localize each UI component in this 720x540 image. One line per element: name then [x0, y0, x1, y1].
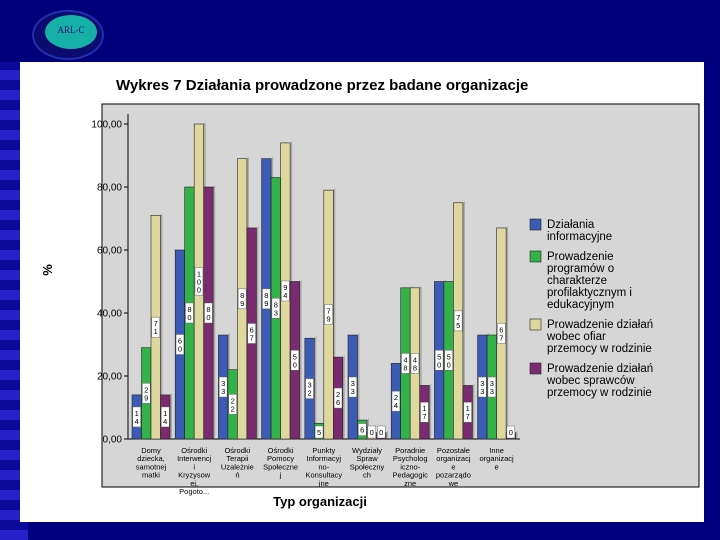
data-label: 8 9 — [240, 290, 245, 308]
data-label: 0 — [508, 428, 513, 437]
legend-swatch — [530, 363, 541, 374]
x-category-label: Wydziały Spraw Społeczny ch — [349, 446, 385, 480]
x-category-label: Poradnie Psycholog iczno-Pedagogic zne — [392, 446, 428, 488]
bar-chart — [20, 62, 704, 522]
legend-entry: Działania informacyjne — [547, 219, 613, 243]
data-label: 1 7 — [465, 404, 470, 422]
x-categories — [136, 446, 514, 496]
data-label: 2 4 — [393, 393, 399, 411]
data-label: 5 0 — [292, 352, 297, 370]
data-label: 3 3 — [350, 379, 355, 397]
data-label: 4 8 — [412, 355, 418, 373]
chart-title: Wykres 7 Działania prowadzone przez badane organizacje — [116, 77, 529, 94]
y-tick-label: 60,00 — [96, 245, 122, 257]
y-tick-label: 0,00 — [102, 434, 122, 446]
y-tick-label: 20,00 — [96, 371, 122, 383]
top-band — [0, 0, 720, 62]
data-label: 6 7 — [249, 325, 254, 343]
x-category-label: Ośrodki Interwencj i Kryzysow ej, Pogoto... — [177, 446, 212, 496]
data-label: 3 3 — [489, 379, 494, 397]
data-label: 2 9 — [144, 385, 149, 403]
data-label: 5 0 — [446, 352, 451, 370]
data-label: 2 6 — [335, 390, 341, 408]
x-category-label: Pozostałe organizacj e pozarządo we — [435, 446, 471, 488]
data-label: 1 4 — [163, 408, 168, 426]
data-label: 0 — [369, 428, 374, 437]
data-label: 6 0 — [177, 336, 183, 354]
x-category-label: Ośrodki Pomocy Społeczne j — [263, 446, 299, 480]
data-label: 1 7 — [422, 404, 427, 422]
data-label: 3 2 — [307, 380, 312, 398]
data-label: 8 3 — [273, 300, 278, 318]
legend-swatch — [530, 251, 541, 262]
x-category-label: Inne organizacj e — [479, 446, 514, 472]
chart-panel — [20, 62, 704, 522]
legend-entry: Prowadzenie działań wobec sprawców przemocy w rodzinie — [547, 363, 654, 399]
data-label: 8 0 — [206, 305, 211, 322]
x-category-label: Ośrodki Terapii Uzależnie ń — [220, 446, 254, 480]
data-label: 1 0 0 — [196, 269, 202, 295]
data-label: 2 2 — [230, 396, 235, 414]
data-label: 3 3 — [480, 379, 485, 397]
legend-entry: Prowadzenie działań wobec ofiar przemocy w rodzinie — [547, 319, 654, 355]
data-label: 0 — [379, 428, 384, 437]
legend-swatch — [530, 319, 541, 330]
y-axis-label: % — [40, 264, 55, 276]
logo-text: ARL-C — [57, 25, 85, 35]
legend-swatch — [530, 219, 541, 230]
data-label: 8 9 — [264, 290, 269, 308]
data-label: 7 9 — [326, 306, 331, 324]
x-category-label: Punkty Informacyj no-Konsultacy jne — [305, 446, 343, 488]
data-label: 7 1 — [153, 319, 158, 337]
x-axis-label: Typ organizacji — [273, 494, 367, 509]
data-label: 5 — [316, 428, 322, 437]
data-label: 9 4 — [283, 282, 288, 300]
y-tick-label: 80,00 — [96, 182, 122, 194]
x-category-label: Domy dziecka, samotnej matki — [135, 446, 167, 480]
data-label: 3 3 — [221, 379, 226, 397]
data-label: 6 7 — [499, 325, 504, 343]
bar-side — [213, 185, 215, 439]
data-label: 5 0 — [437, 352, 442, 370]
y-tick-label: 100,00 — [91, 119, 122, 131]
y-tick-label: 40,00 — [96, 308, 122, 320]
data-label: 7 5 — [456, 312, 461, 330]
data-label: 4 8 — [403, 355, 408, 373]
data-label: 8 0 — [187, 305, 192, 322]
legend-entry: Prowadzenie programów o charakterze profilaktycznym i edukacyjnym — [547, 251, 632, 311]
data-label: 6 — [360, 425, 365, 435]
bar-side — [170, 393, 172, 439]
data-label: 1 4 — [134, 408, 139, 426]
